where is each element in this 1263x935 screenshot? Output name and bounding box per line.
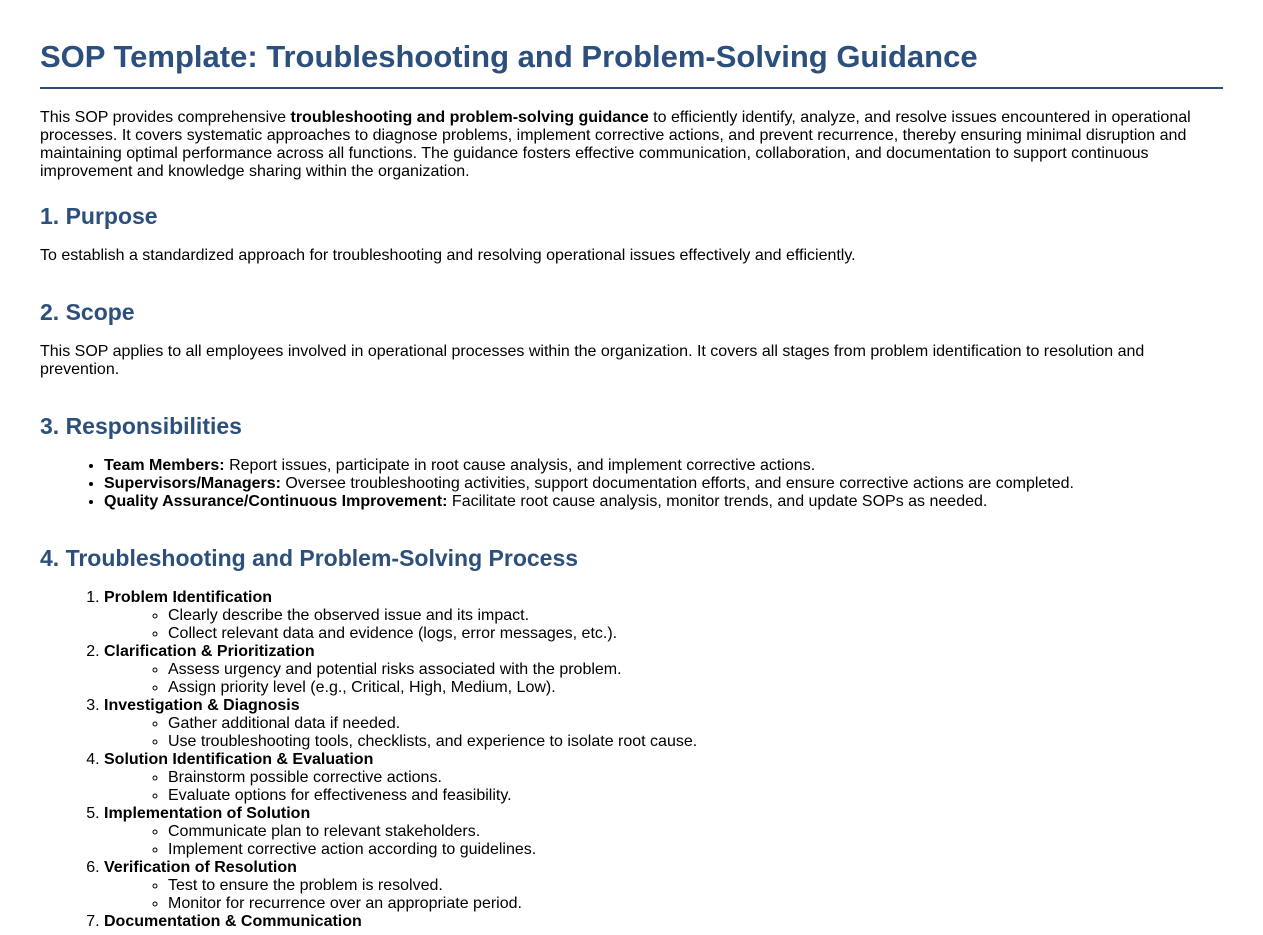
process-step-title: Verification of Resolution [104, 859, 297, 876]
responsibility-item [104, 493, 1223, 511]
process-heading: 4. Troubleshooting and Problem-Solving Process [40, 545, 579, 571]
purpose-text: To establish a standardized approach for troubleshooting and resolving operational issues effectively and efficiently. [40, 247, 856, 264]
process-substep: ◦ Evaluate options for effectiveness and feasibility. [168, 787, 1223, 805]
process-substeps [104, 661, 1223, 697]
responsibility-role: Team Members: [104, 457, 225, 474]
process-step-title: Investigation & Diagnosis [104, 697, 300, 714]
process-step-title: Implementation of Solution [104, 805, 311, 822]
process-substeps [104, 877, 1223, 913]
process-substep: ◦ Assign priority level (e.g., Critical, High, Medium, Low). [168, 679, 1223, 697]
process-substep: ◦ Monitor for recurrence over an appropriate period. [168, 895, 1223, 913]
process-step-title: Clarification & Prioritization [104, 643, 315, 660]
process-substeps [104, 607, 1223, 643]
process-substep: ◦ Use troubleshooting tools, checklists, and experience to isolate root cause. [168, 733, 1223, 751]
responsibility-desc: Facilitate root cause analysis, monitor trends, and update SOPs as needed. [447, 493, 988, 510]
process-substeps [104, 715, 1223, 751]
responsibilities-heading: 3. Responsibilities [40, 413, 242, 439]
process-steps-list [40, 589, 1223, 931]
process-step-title: Solution Identification & Evaluation [104, 751, 374, 768]
process-substep: ◦ Implement corrective action according to guidelines. [168, 841, 1223, 859]
process-substep: ◦ Assess urgency and potential risks associated with the problem. [168, 661, 1223, 679]
process-step-title: Problem Identification [104, 589, 273, 606]
process-step [104, 589, 1223, 643]
process-step [104, 805, 1223, 859]
process-step [104, 697, 1223, 751]
intro-paragraph [40, 109, 1223, 181]
process-substep: ◦ Brainstorm possible corrective actions. [168, 769, 1223, 787]
process-step [104, 913, 1223, 931]
responsibilities-list [40, 457, 1223, 511]
process-substeps [104, 769, 1223, 805]
scope-text: This SOP applies to all employees involved in operational processes within the organization. It covers all stages from problem identification to resolution and prevention. [40, 343, 1145, 378]
responsibility-desc: Report issues, participate in root cause analysis, and implement corrective actions. [224, 457, 816, 474]
responsibility-item [104, 475, 1223, 493]
process-substep: ◦ Collect relevant data and evidence (logs, error messages, etc.). [168, 625, 1223, 643]
scope-heading: 2. Scope [40, 299, 135, 325]
process-step [104, 859, 1223, 913]
responsibility-role: Supervisors/Managers: [104, 475, 281, 492]
process-step [104, 751, 1223, 805]
intro-text-after: to efficiently identify, analyze, and resolve issues encountered in operational processes. It covers systematic approaches to diagnose problems, implement corrective actions, and prevent recurrence, thereby ensuring minimal disruption and maintaining optimal performance across all functions. The guidance fosters effective communication, collaboration, and documentation to support continuous improvement and knowledge sharing within the organization. [40, 109, 1191, 180]
responsibility-role: Quality Assurance/Continuous Improvement: [104, 493, 448, 510]
purpose-heading: 1. Purpose [40, 203, 158, 229]
process-step-title: Documentation & Communication [104, 913, 362, 930]
responsibility-desc: Oversee troubleshooting activities, support documentation efforts, and ensure corrective actions are completed. [280, 475, 1074, 492]
process-substep: ◦ Clearly describe the observed issue and its impact. [168, 607, 1223, 625]
process-step [104, 643, 1223, 697]
page-title: SOP Template: Troubleshooting and Problem-Solving Guidance [40, 0, 1223, 89]
responsibility-item [104, 457, 1223, 475]
process-substep: ◦ Test to ensure the problem is resolved. [168, 877, 1223, 895]
process-substep: ◦ Gather additional data if needed. [168, 715, 1223, 733]
process-substeps [104, 823, 1223, 859]
process-substep: ◦ Communicate plan to relevant stakeholders. [168, 823, 1223, 841]
intro-text-before: This SOP provides comprehensive [40, 109, 291, 126]
intro-text-bold: troubleshooting and problem-solving guidance [290, 109, 649, 126]
